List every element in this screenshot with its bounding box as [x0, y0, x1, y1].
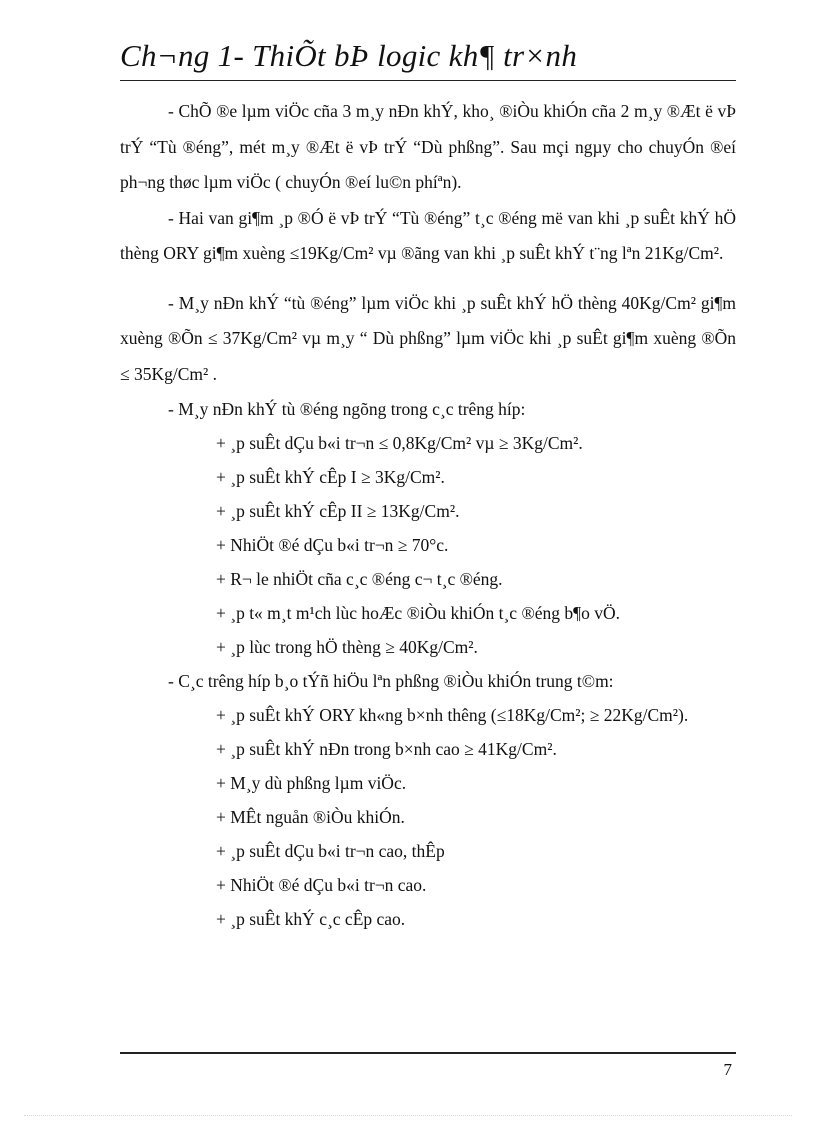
- alarm-condition-item: + NhiÖt ®é dÇu b«i tr¬n cao.: [216, 875, 427, 895]
- page-bottom-dotted-edge: [24, 1115, 792, 1116]
- stop-condition-item: + ¸p lùc trong hÖ thèng ≥ 40Kg/Cm².: [216, 637, 478, 657]
- stop-condition-item: + ¸p t« m¸t m¹ch lùc hoÆc ®iÒu khiÓn t¸c ®éng b¶o vÖ.: [216, 603, 620, 623]
- page-number: 7: [723, 1060, 732, 1079]
- page-content: [120, 94, 736, 936]
- stop-condition-item: + ¸p suÊt khÝ cÊp II ≥ 13Kg/Cm².: [216, 501, 460, 521]
- stop-conditions-heading: - M¸y nÐn khÝ tù ®éng ngõng trong c¸c trêng híp:: [168, 399, 526, 419]
- alarm-condition-item: + ¸p suÊt khÝ ORY kh«ng b×nh thêng (≤18Kg/Cm²; ≥ 22Kg/Cm²).: [216, 705, 689, 725]
- alarm-condition-item: + M¸y dù phßng lµm viÖc.: [216, 773, 407, 793]
- chapter-header-title: Ch¬ng 1- ThiÕt bÞ logic kh¶ tr×nh: [120, 38, 578, 73]
- paragraph-compressor-mode: - ChÕ ®e lµm viÖc cña 3 m¸y nÐn khÝ, kho¸ ®iÒu khiÓn cña 2 m¸y ®Æt ë vÞ trÝ “Tù ®éng”, mét m¸y ®Æt ë vÞ trÝ “Dù phßng”. Sau mçi ngµy cho chuyÓn ®eí ph¬ng thøc lµm viÖc ( chuyÓn ®eí lu©n phíªn).: [120, 101, 736, 192]
- paragraph-reducing-valves: - Hai van gi¶m ¸p ®Ó ë vÞ trÝ “Tù ®éng” t¸c ®éng më van khi ¸p suÊt khÝ hÖ thèng ORY gi¶m xuèng ≤19Kg/Cm² vµ ®ãng van khi ¸p suÊt khÝ t¨ng lªn 21Kg/Cm².: [120, 207, 736, 263]
- stop-condition-item: + R¬ le nhiÖt cña c¸c ®éng c¬ t¸c ®éng.: [216, 569, 503, 589]
- paragraph-compressor-start: - M¸y nÐn khÝ “tù ®éng” lµm viÖc khi ¸p suÊt khÝ hÖ thèng 40Kg/Cm² gi¶m xuèng ®Õn ≤ 37Kg/Cm² vµ m¸y “ Dù phßng” lµm viÖc khi ¸p suÊt gi¶m xuèng ®Õn ≤ 35Kg/Cm² .: [120, 292, 736, 384]
- alarm-condition-item: + MÊt nguån ®iÒu khiÓn.: [216, 807, 405, 827]
- stop-condition-item: + NhiÖt ®é dÇu b«i tr¬n ≥ 70°c.: [216, 535, 449, 555]
- alarm-condition-item: + ¸p suÊt khÝ c¸c cÊp cao.: [216, 909, 406, 929]
- alarm-condition-item: + ¸p suÊt dÇu b«i tr¬n cao, thÊp: [216, 841, 445, 861]
- footer-divider: [120, 1052, 736, 1054]
- header-divider: [120, 80, 736, 81]
- alarm-condition-item: + ¸p suÊt khÝ nÐn trong b×nh cao ≥ 41Kg/Cm².: [216, 739, 557, 759]
- stop-condition-item: + ¸p suÊt khÝ cÊp I ≥ 3Kg/Cm².: [216, 467, 445, 487]
- alarm-conditions-heading: - C¸c trêng híp b¸o tÝñ hiÖu lªn phßng ®iÒu khiÓn trung t©m:: [168, 671, 614, 691]
- stop-condition-item: + ¸p suÊt dÇu b«i tr¬n ≤ 0,8Kg/Cm² vµ ≥ 3Kg/Cm².: [216, 433, 583, 453]
